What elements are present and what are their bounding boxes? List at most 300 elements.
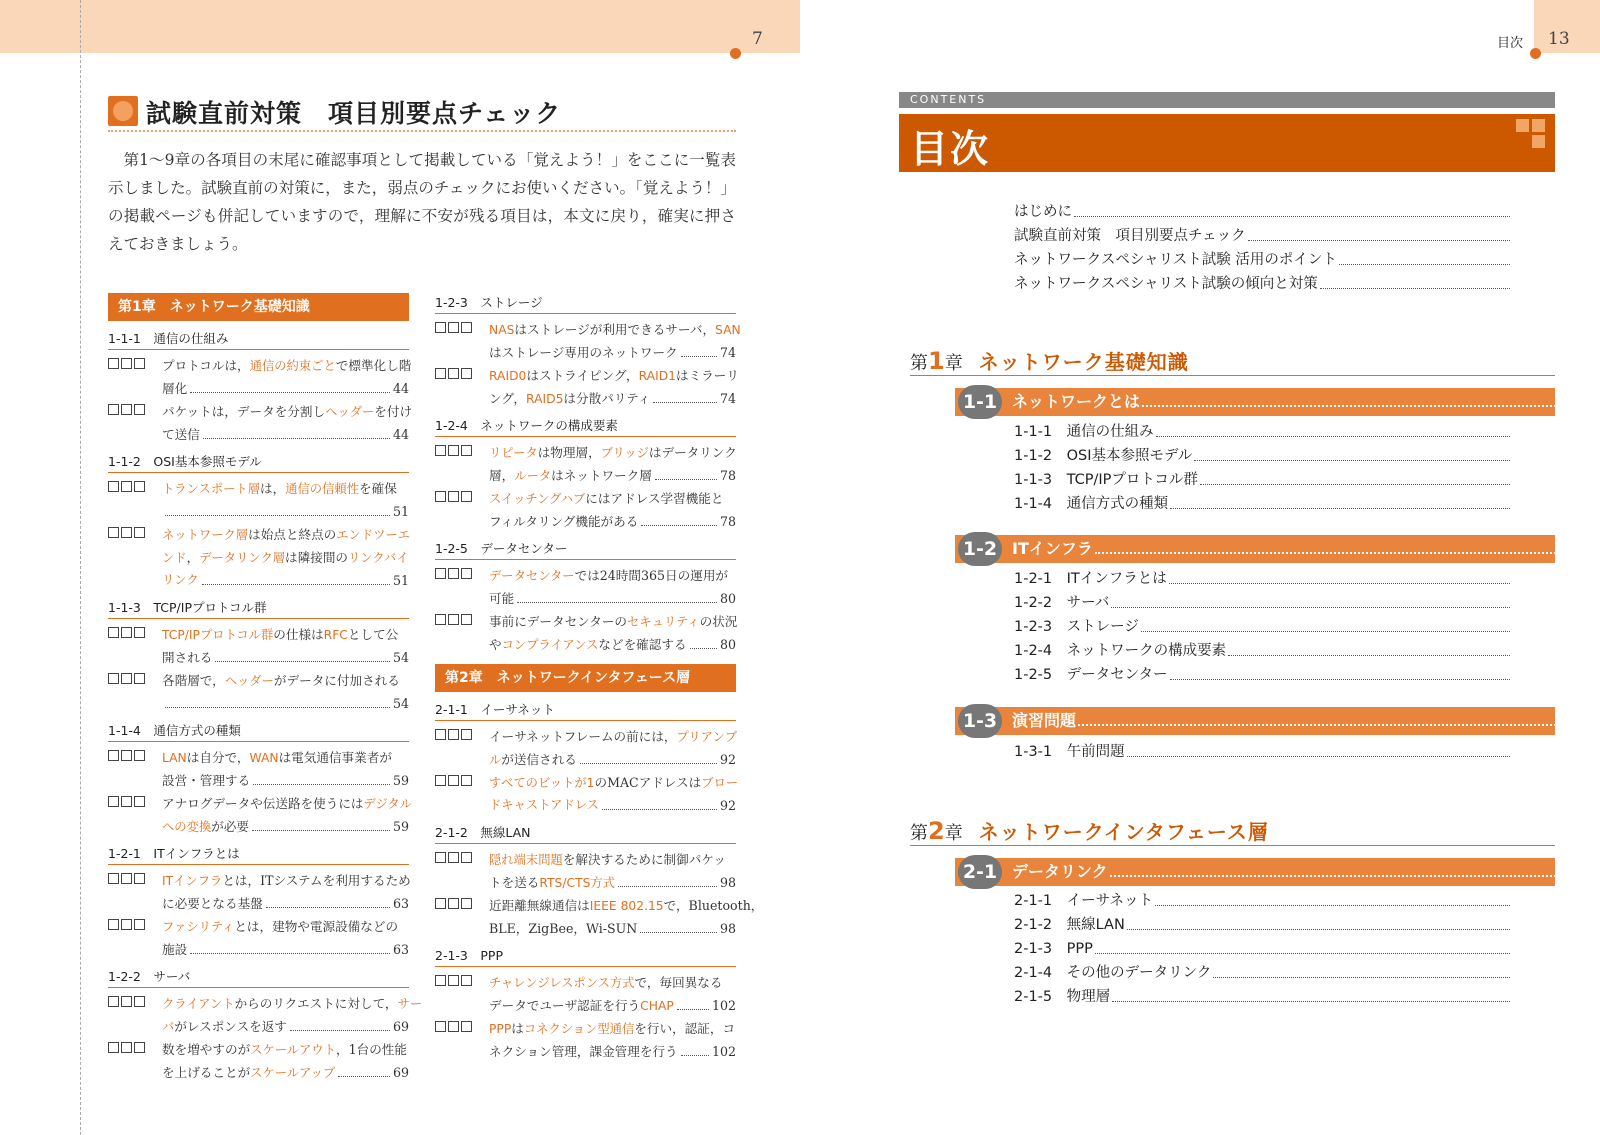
toc-entry[interactable] <box>1014 444 1512 468</box>
section-badge: 1-2 <box>958 532 1002 566</box>
section-heading: 2-1-3 PPP <box>435 946 736 967</box>
checkbox-group[interactable] <box>435 1021 472 1032</box>
section-title[interactable] <box>1012 707 1562 735</box>
item-text: に必要となる基盤 <box>162 896 263 911</box>
checkbox[interactable] <box>121 627 132 638</box>
circle-square-icon <box>108 96 138 126</box>
page-ref: 63 <box>392 896 409 911</box>
checkbox[interactable] <box>435 445 446 456</box>
checkbox-group[interactable] <box>435 852 472 863</box>
toc-entry-label: 2-1-3 PPP <box>1014 941 1093 957</box>
toc-entry[interactable] <box>1014 420 1512 444</box>
check-item <box>435 441 736 487</box>
gutter-line <box>80 0 81 1135</box>
checkbox-group[interactable] <box>108 796 145 807</box>
item-text: 施設 <box>162 942 188 957</box>
toc-entry[interactable] <box>1014 468 1512 492</box>
folio-dot <box>1530 48 1541 59</box>
chapter-prefix: 第 <box>910 353 928 374</box>
title-rule <box>108 130 736 132</box>
checkbox[interactable] <box>435 614 446 625</box>
item-text: を解決するために制御パケッ <box>562 852 726 867</box>
checkbox-group[interactable] <box>435 898 472 909</box>
checkbox-group[interactable] <box>108 404 145 415</box>
keyword: RAID1 <box>638 369 676 383</box>
checkbox[interactable] <box>435 491 446 502</box>
item-text: のMACアドレスは <box>594 775 702 790</box>
toc-entry[interactable] <box>1014 913 1512 937</box>
toc-entry-label: 2-1-5 物理層 <box>1014 989 1111 1005</box>
checklist-column-2 <box>435 293 764 1063</box>
item-text: フィルタリング機能がある <box>489 514 639 529</box>
chapter-heading[interactable] <box>910 346 1189 375</box>
checkbox[interactable] <box>108 996 119 1007</box>
check-item <box>108 523 409 592</box>
toc-entry[interactable] <box>1014 985 1512 1009</box>
page-ref: 78 <box>719 468 736 483</box>
toc-entry-label: ネットワークスペシャリスト試験 活用のポイント <box>1014 252 1337 268</box>
check-item <box>435 725 736 771</box>
item-text: 開される <box>162 650 213 665</box>
item-text: とは，ITシステムを利用するため <box>222 873 411 888</box>
checkbox[interactable] <box>461 368 472 379</box>
item-text: は自分で， <box>186 750 250 765</box>
checkbox[interactable] <box>448 729 459 740</box>
checkbox[interactable] <box>435 852 446 863</box>
toc-entry[interactable] <box>1014 492 1512 516</box>
keyword: RAID5 <box>526 392 564 406</box>
item-text: で標準化し階 <box>335 358 412 373</box>
item-text: は <box>511 1021 524 1036</box>
checkbox-group[interactable] <box>435 729 472 740</box>
section-heading: 1-1-4 通信方式の種類 <box>108 721 409 742</box>
keyword: リンク <box>162 573 199 587</box>
section-heading: 2-1-1 イーサネット <box>435 700 736 721</box>
toc-entry[interactable] <box>1014 937 1512 961</box>
item-text: ネクション管理，課金管理を行う <box>489 1044 678 1059</box>
checkbox[interactable] <box>134 358 145 369</box>
item-text: はデータリンク <box>648 445 737 460</box>
item-text: 層化 <box>162 381 188 396</box>
keyword: ファシリティ <box>162 920 235 934</box>
keyword: セキュリティ <box>627 615 700 629</box>
item-text: がデータに付加される <box>273 673 400 688</box>
keyword: 通信の信頼性 <box>285 482 359 496</box>
checkbox[interactable] <box>448 614 459 625</box>
item-text: はネットワーク層 <box>551 468 652 483</box>
checkbox-group[interactable] <box>435 975 472 986</box>
checkbox[interactable] <box>435 322 446 333</box>
checkbox[interactable] <box>134 796 145 807</box>
page-ref: 78 <box>719 514 736 529</box>
item-text: が必要 <box>211 819 249 834</box>
item-text: BLE，ZigBee，Wi-SUN <box>489 921 638 936</box>
section-badge: 2-1 <box>958 855 1002 889</box>
checkbox[interactable] <box>448 445 459 456</box>
chapter-number: 2 <box>928 817 945 845</box>
section-heading: 1-2-4 ネットワークの構成要素 <box>435 416 736 437</box>
checkbox[interactable] <box>448 491 459 502</box>
item-text: はストレージが利用できるサーバ， <box>514 322 716 337</box>
checkbox[interactable] <box>435 368 446 379</box>
checkbox[interactable] <box>461 1021 472 1032</box>
checkbox[interactable] <box>134 673 145 684</box>
check-item <box>435 564 736 610</box>
chapter-rule <box>910 845 1555 846</box>
keyword: データリンク層 <box>199 551 286 565</box>
checkbox[interactable] <box>134 404 145 415</box>
checkbox[interactable] <box>461 491 472 502</box>
chapter-number: 1 <box>928 347 945 375</box>
checkbox[interactable] <box>121 796 132 807</box>
checkbox[interactable] <box>108 404 119 415</box>
chapter-bar: 第2章 ネットワークインタフェース層 <box>435 664 736 692</box>
checkbox[interactable] <box>461 975 472 986</box>
chapter-title: ネットワークインタフェース層 <box>978 820 1269 844</box>
decor-square <box>1532 119 1545 132</box>
toc-entry[interactable] <box>1014 663 1512 687</box>
item-text: はストライピング， <box>526 368 639 383</box>
checkbox[interactable] <box>121 996 132 1007</box>
keyword: TCP/IPプロトコル群 <box>162 628 274 642</box>
subsection-list <box>1014 567 1512 687</box>
checkbox-group[interactable] <box>108 358 145 369</box>
page-ref: 54 <box>392 650 409 665</box>
section-title-text: データリンク <box>1012 862 1108 881</box>
page-ref: 74 <box>719 391 736 406</box>
toc-entry[interactable] <box>1014 889 1512 913</box>
toc-entry[interactable] <box>1014 248 1512 272</box>
check-item <box>108 477 409 523</box>
item-text: 事前にデータセンターの <box>489 614 628 629</box>
keyword: ITインフラ <box>162 874 223 888</box>
checkbox-group[interactable] <box>108 481 145 492</box>
checkbox[interactable] <box>435 898 446 909</box>
page-ref: 63 <box>392 942 409 957</box>
check-item <box>435 848 736 894</box>
page-ref: 44 <box>392 427 409 442</box>
item-text: を付け <box>374 404 413 419</box>
chapter-title: ネットワーク基礎知識 <box>978 350 1189 374</box>
page-ref: 54 <box>392 696 409 711</box>
checkbox-group[interactable] <box>108 919 145 930</box>
section-title[interactable] <box>1012 858 1562 886</box>
checkbox[interactable] <box>461 322 472 333</box>
toc-entry-label: 1-1-4 通信方式の種類 <box>1014 496 1169 512</box>
page-ref: 44 <box>392 381 409 396</box>
checkbox[interactable] <box>108 527 119 538</box>
toc-entry-label: 1-2-2 サーバ <box>1014 595 1110 611</box>
checklist-column-1 <box>108 293 423 1084</box>
checkbox[interactable] <box>448 898 459 909</box>
keyword: デジタル <box>363 797 412 811</box>
check-item <box>108 354 412 400</box>
toc-entry[interactable] <box>1014 200 1512 224</box>
toc-entry[interactable] <box>1014 639 1512 663</box>
checkbox[interactable] <box>134 750 145 761</box>
page-ref: 51 <box>392 504 409 519</box>
item-text: では24時間365日の運用が <box>574 568 729 583</box>
checkbox[interactable] <box>134 996 145 1007</box>
section-title[interactable] <box>1012 535 1562 563</box>
toc-entry-label: ネットワークスペシャリスト試験の傾向と対策 <box>1014 276 1318 292</box>
checkbox[interactable] <box>134 873 145 884</box>
check-item <box>108 1038 409 1084</box>
keyword: ルータ <box>514 469 552 483</box>
check-item <box>435 364 739 410</box>
keyword: SAN <box>715 323 741 337</box>
checkbox[interactable] <box>108 673 119 684</box>
checkbox[interactable] <box>435 775 446 786</box>
checkbox[interactable] <box>108 750 119 761</box>
item-text: て送信 <box>162 427 200 442</box>
page-ref: 59 <box>392 773 409 788</box>
check-item <box>435 771 739 817</box>
checkbox[interactable] <box>435 729 446 740</box>
item-text: トを送る <box>489 875 540 890</box>
item-text: 近距離無線通信は <box>489 898 590 913</box>
item-text: 層， <box>489 468 515 483</box>
checkbox[interactable] <box>435 975 446 986</box>
keyword: LAN <box>162 751 187 765</box>
checkbox-group[interactable] <box>108 750 145 761</box>
item-text: の状況 <box>699 614 738 629</box>
checkbox[interactable] <box>448 368 459 379</box>
checkbox-group[interactable] <box>108 627 145 638</box>
item-text: 各階層で， <box>162 673 225 688</box>
check-item <box>108 400 413 446</box>
toc-entry-label: 1-2-1 ITインフラとは <box>1014 571 1167 587</box>
checkbox[interactable] <box>448 568 459 579</box>
checkbox[interactable] <box>461 898 472 909</box>
checkbox[interactable] <box>121 673 132 684</box>
item-text: は隣接間の <box>285 550 349 565</box>
check-item <box>108 992 423 1038</box>
checkbox[interactable] <box>461 614 472 625</box>
keyword: チャレンジレスポンス方式 <box>489 976 635 990</box>
front-matter-list <box>1014 200 1512 296</box>
checkbox-group[interactable] <box>108 673 145 684</box>
toc-entry[interactable] <box>1014 740 1512 764</box>
section-title-text: 演習問題 <box>1012 711 1077 730</box>
checkbox[interactable] <box>108 796 119 807</box>
checkbox[interactable] <box>108 627 119 638</box>
item-text: がレスポンスを返す <box>174 1019 287 1034</box>
subsection-list <box>1014 740 1512 764</box>
item-text: を上げることが <box>162 1065 251 1080</box>
section-heading: 1-2-3 ストレージ <box>435 293 736 314</box>
checkbox[interactable] <box>134 527 145 538</box>
checkbox[interactable] <box>108 481 119 492</box>
toc-entry[interactable] <box>1014 961 1512 985</box>
toc-entry[interactable] <box>1014 224 1512 248</box>
check-item <box>435 487 736 533</box>
keyword: クライアント <box>162 997 235 1011</box>
toc-entry-label: 1-1-3 TCP/IPプロトコル群 <box>1014 472 1198 488</box>
checkbox-group[interactable] <box>435 775 472 786</box>
chapter-rule <box>910 375 1555 376</box>
checkbox-group[interactable] <box>435 368 472 379</box>
checkbox[interactable] <box>121 1042 132 1053</box>
check-item <box>108 669 409 715</box>
item-text: イーサネットフレームの前には， <box>489 729 677 744</box>
item-text: 数を増やすのが <box>162 1042 251 1057</box>
item-text: にはアドレス学習機能と <box>585 491 724 506</box>
checkbox[interactable] <box>108 873 119 884</box>
item-text: 可能 <box>489 591 515 606</box>
toc-entry[interactable] <box>1014 591 1512 615</box>
check-item <box>108 915 409 961</box>
decor-square <box>1532 135 1545 148</box>
keyword: ンド <box>162 551 187 565</box>
checkbox[interactable] <box>121 873 132 884</box>
item-text: ング， <box>489 391 527 406</box>
section-title-text: ITインフラ <box>1012 539 1093 558</box>
page-ref: 80 <box>719 637 736 652</box>
check-item <box>435 894 764 940</box>
checkbox[interactable] <box>461 568 472 579</box>
item-text: で，毎回異なる <box>634 975 723 990</box>
chapter-heading[interactable] <box>910 816 1269 845</box>
item-text: は物理層， <box>537 445 601 460</box>
section-heading: 1-1-2 OSI基本参照モデル <box>108 452 409 473</box>
section-heading: 1-1-3 TCP/IPプロトコル群 <box>108 598 409 619</box>
checkbox[interactable] <box>461 775 472 786</box>
chapter-bar: 第1章 ネットワーク基礎知識 <box>108 293 409 321</box>
checkbox[interactable] <box>108 358 119 369</box>
chapter-prefix: 第 <box>910 823 928 844</box>
keyword: コンプライアンス <box>501 638 599 652</box>
checkbox-group[interactable] <box>435 491 472 502</box>
section-heading: 1-2-2 サーバ <box>108 967 409 988</box>
subsection-list <box>1014 420 1512 516</box>
checkbox[interactable] <box>121 481 132 492</box>
contents-label: CONTENTS <box>910 93 987 106</box>
checkbox[interactable] <box>121 527 132 538</box>
page-ref: 59 <box>392 819 409 834</box>
checkbox[interactable] <box>448 852 459 863</box>
item-text: はミラーリ <box>676 368 739 383</box>
header-band <box>0 0 800 53</box>
page-ref: 69 <box>392 1065 409 1080</box>
page-ref: 102 <box>711 998 736 1013</box>
checkbox[interactable] <box>108 919 119 930</box>
item-text: の仕様は <box>273 627 324 642</box>
toc-entry-label: 2-1-4 その他のデータリンク <box>1014 965 1212 981</box>
toc-entry-label: 1-1-1 通信の仕組み <box>1014 424 1154 440</box>
keyword: プリアンブ <box>676 730 738 744</box>
page-number: 13 <box>1548 29 1570 49</box>
chapter-suffix: 章 <box>944 353 963 374</box>
toc-entry-label: 2-1-1 イーサネット <box>1014 893 1154 909</box>
chapter-suffix: 章 <box>944 823 963 844</box>
keyword: NAS <box>489 323 515 337</box>
check-item <box>108 792 412 838</box>
item-text: が送信される <box>501 752 577 767</box>
keyword: バ <box>162 1020 175 1034</box>
item-text: パケットは，データを分割し <box>162 404 326 419</box>
checkbox-group[interactable] <box>108 996 145 1007</box>
page-ref: 98 <box>719 875 736 890</box>
page-number: 7 <box>752 29 763 49</box>
checkbox[interactable] <box>134 627 145 638</box>
checkbox[interactable] <box>448 775 459 786</box>
keyword: リンクバイ <box>348 551 409 565</box>
checkbox-group[interactable] <box>435 322 472 333</box>
page-ref: 80 <box>719 591 736 606</box>
running-head: 目次 <box>1497 36 1524 51</box>
item-text: として公 <box>347 627 399 642</box>
toc-entry-label: 1-2-4 ネットワークの構成要素 <box>1014 643 1227 659</box>
toc-entry[interactable] <box>1014 615 1512 639</box>
section-title[interactable] <box>1012 388 1562 416</box>
checkbox[interactable] <box>121 919 132 930</box>
item-text: は始点と終点の <box>248 527 337 542</box>
checkbox[interactable] <box>121 358 132 369</box>
keyword: IEEE 802.15 <box>589 899 664 913</box>
keyword: RAID0 <box>489 369 527 383</box>
checkbox[interactable] <box>134 919 145 930</box>
checkbox[interactable] <box>134 1042 145 1053</box>
checkbox[interactable] <box>448 322 459 333</box>
check-item <box>435 318 741 364</box>
item-text: や <box>489 637 502 652</box>
checkbox-group[interactable] <box>108 873 145 884</box>
checkbox[interactable] <box>461 729 472 740</box>
checkbox[interactable] <box>435 1021 446 1032</box>
checkbox[interactable] <box>448 1021 459 1032</box>
checkbox-group[interactable] <box>435 614 472 625</box>
checkbox[interactable] <box>108 1042 119 1053</box>
checkbox-group[interactable] <box>108 1042 145 1053</box>
item-text: を確保 <box>359 481 397 496</box>
checkbox[interactable] <box>461 852 472 863</box>
page-ref: 51 <box>392 573 409 588</box>
keyword: リピータ <box>489 446 538 460</box>
keyword: コネクション型通信 <box>523 1022 635 1036</box>
keyword: ブロー <box>701 776 739 790</box>
item-text: 設営・管理する <box>162 773 251 788</box>
item-text: データでユーザ認証を行う <box>489 998 641 1013</box>
checkbox[interactable] <box>134 481 145 492</box>
checkbox[interactable] <box>448 975 459 986</box>
toc-entry-label: 2-1-2 無線LAN <box>1014 917 1125 933</box>
checkbox[interactable] <box>121 404 132 415</box>
item-text: を行い，認証，コ <box>634 1021 736 1036</box>
folio-dot <box>730 48 741 59</box>
toc-entry-label: 試験直前対策 項目別要点チェック <box>1014 228 1246 244</box>
checkbox[interactable] <box>461 445 472 456</box>
checkbox-group[interactable] <box>108 527 145 538</box>
decor-square <box>1516 119 1529 132</box>
toc-entry-label: 1-3-1 午前問題 <box>1014 744 1125 760</box>
page-ref: 74 <box>719 345 736 360</box>
checkbox[interactable] <box>435 568 446 579</box>
checkbox[interactable] <box>121 750 132 761</box>
section-heading: 1-2-5 データセンター <box>435 539 736 560</box>
toc-entry[interactable] <box>1014 272 1512 296</box>
keyword: 通信の約束ごと <box>249 359 336 373</box>
keyword: ドキャストアドレス <box>489 798 599 812</box>
keyword: トランスポート層 <box>162 482 261 496</box>
item-text: で，Bluetooth， <box>663 898 764 913</box>
keyword: RFC <box>323 628 348 642</box>
toc-entry[interactable] <box>1014 567 1512 591</box>
checkbox-group[interactable] <box>435 445 472 456</box>
checkbox-group[interactable] <box>435 568 472 579</box>
toc-entry-label: 1-2-3 ストレージ <box>1014 619 1139 635</box>
keyword: サー <box>397 997 423 1011</box>
